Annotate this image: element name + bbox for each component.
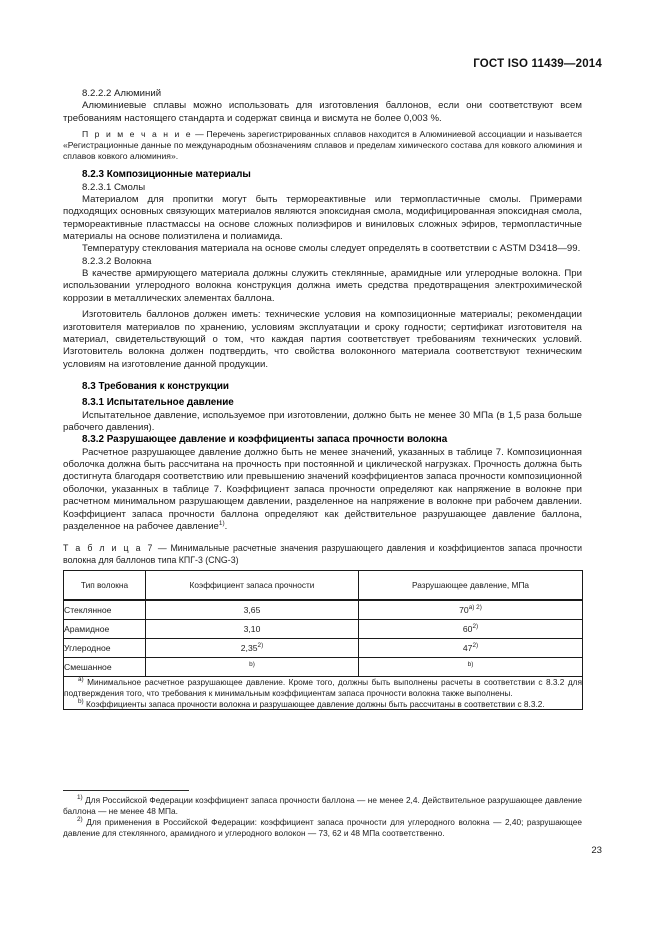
- clause-8-2-2-2-text: Алюминиевые сплавы можно использовать для изготовления баллонов, если они соответствуют всем требованиям настоящего стандарта и содержат свинца и висмута не более 0,003 %.: [63, 100, 582, 124]
- spacer: [63, 533, 582, 543]
- cell-burst-pressure-sup: b): [467, 661, 474, 669]
- cell-burst-pressure-value: 70: [459, 605, 469, 615]
- cell-safety-factor: [146, 620, 359, 639]
- column-header-burst-pressure: Разрушающее давление, МПа: [359, 571, 583, 601]
- cell-safety-factor-value: 3,10: [243, 624, 261, 634]
- cell-burst-pressure: [359, 620, 583, 639]
- clause-8-3-2-text: [63, 447, 582, 533]
- footnote-1: [63, 795, 582, 817]
- cell-fiber-type: Арамидное: [64, 620, 146, 639]
- footnote-2-text: Для применения в Российской Федерации: коэффициент запаса прочности для углеродного волокна — 2,40; разрушающее давление для стеклянного, арамидного и углеродного волокон — 73, 62 и 48 МПа соответственно.: [63, 816, 582, 838]
- table-footnotes: [64, 677, 583, 710]
- cell-safety-factor: [146, 639, 359, 658]
- table-row: [64, 620, 583, 639]
- clause-8-2-3-1-number: 8.2.3.1 Смолы: [82, 181, 146, 193]
- page-footnotes: [63, 790, 582, 839]
- table-footnote-a: [64, 677, 582, 699]
- heading-8-3-2: 8.3.2 Разрушающее давление и коэффициенты запаса прочности волокна: [82, 434, 448, 446]
- table-footnote-b: [64, 699, 582, 710]
- note-text: — Перечень зарегистрированных сплавов находится в Алюминиевой ассоциации и называется «Регистрационные данные по международным обозначениям сплавов и пределам химического состава для ковкого алюминия и сплавов ковкого алюминия».: [63, 129, 582, 162]
- cell-burst-pressure-sup: a) 2): [468, 604, 482, 612]
- spacer: [63, 371, 582, 381]
- cell-safety-factor-sup: b): [249, 661, 255, 669]
- cell-fiber-type: Углеродное: [64, 639, 146, 658]
- cell-burst-pressure-value: 47: [462, 643, 473, 653]
- heading-8-3: 8.3 Требования к конструкции: [82, 380, 229, 392]
- cell-safety-factor: [146, 658, 359, 677]
- cell-burst-pressure: [359, 639, 583, 658]
- document-body: [63, 88, 582, 710]
- clause-8-3-2-text-main: Расчетное разрушающее давление должно быть не менее значений, указанных в таблице 7. Композиционная оболочка должна быть рассчитана на прочность при постоянной и циклической нагрузках. Прочность должна быть достигнута благодаря соответствию или превышению значений коэффициентов запаса прочности композиционной оболочки, указанных в таблице 7. Коэффициент запаса прочности определяют как напряжение в волокне при расчетном минимальном разрушающем давлении, разделенное на напряжение в волокне при рабочем давлении. Коэффициент запаса прочности баллона определяют как действительное разрушающее давление баллона, разделенное на рабочее давление: [63, 446, 582, 532]
- note-label: П р и м е ч а н и е: [82, 129, 193, 140]
- cell-burst-pressure-sup: 2): [472, 642, 479, 650]
- page-number: 23: [591, 845, 602, 856]
- cell-burst-pressure-sup: 2): [472, 623, 479, 631]
- table-caption-label: Т а б л и ц а 7: [63, 543, 154, 554]
- cell-safety-factor: [146, 600, 359, 620]
- clause-8-2-3-2-number: 8.2.3.2 Волокна: [82, 255, 152, 267]
- cell-fiber-type: Стеклянное: [64, 600, 146, 620]
- clause-8-3-2-text-end: .: [224, 520, 228, 532]
- note-paragraph: [63, 129, 582, 162]
- table-caption-text: — Минимальные расчетные значения разрушающего давления и коэффициентов запаса прочности волокна для баллонов типа КПГ-3 (CNG-3): [63, 543, 583, 565]
- clause-8-2-3-2-text: В качестве армирующего материала должны служить стеклянные, арамидные или углеродные волокна. При использовании углеродного волокна конструкция должна иметь средства предотвращения электрохимической коррозии в металлических элементах баллона.: [63, 268, 582, 304]
- table-footnotes-row: [64, 677, 583, 710]
- table-footnote-a-text: Минимальное расчетное разрушающее давление. Кроме того, должны быть выполнены расчеты в соответствии с 8.3.2 для подтверждения того, что требования к минимальным коэффициентам запаса прочности волокна также выполнены.: [64, 677, 582, 698]
- table-row: [64, 639, 583, 658]
- cell-safety-factor-value: 3,65: [243, 605, 261, 615]
- clause-8-2-3-1-text-2: Температуру стеклования материала на основе смолы следует определять в соответствии с ASTM D3418—99.: [82, 243, 581, 255]
- heading-8-2-3: 8.2.3 Композиционные материалы: [82, 169, 251, 181]
- table-row: [64, 658, 583, 677]
- cell-burst-pressure-value: 60: [462, 624, 473, 634]
- cell-fiber-type: Смешанное: [64, 658, 146, 677]
- footnote-2-mark: 2): [77, 816, 83, 824]
- heading-8-3-1: 8.3.1 Испытательное давление: [82, 397, 234, 409]
- clause-8-2-3-1-text: Материалом для пропитки могут быть термореактивные или термопластичные смолы. Примерами подходящих основных связующих материалов являются эпоксидная смола, модифицированная эпоксидная смола, термореактивные пластмассы на основе сложных полиэфиров и виниловых сложных эфиров, термопластичные материалы на основе полиэтилена и полиамида.: [63, 194, 582, 243]
- cell-burst-pressure: [359, 658, 583, 677]
- spacer: [63, 162, 582, 169]
- cell-safety-factor-value: 2,35: [240, 643, 258, 653]
- footnote-2: [63, 817, 582, 839]
- column-header-fiber-type: Тип волокна: [64, 571, 146, 601]
- clause-8-3-1-text: Испытательное давление, используемое при изготовлении, должно быть не менее 30 МПа (в 1,5 раза больше рабочего давления).: [63, 409, 582, 434]
- table-row: [64, 600, 583, 620]
- table-7: [63, 570, 583, 710]
- clause-8-2-3-2-text-2: Изготовитель баллонов должен иметь: технические условия на композиционные материалы; рекомендации изготовителя материалов по хранению, условиям эксплуатации и сроку годности; сертификат изготовителя на материал, свидетельствующий о том, что каждая партия соответствует требованиям технических условий. Изготовитель волокна должен подтвердить, что свойства волоконного материала соответствуют техническим условиям на изготовление данной продукции.: [63, 309, 582, 370]
- page-header: ГОСТ ISO 11439—2014: [473, 58, 602, 70]
- footnote-1-text: Для Российской Федерации коэффициент запаса прочности баллона — не менее 2,4. Действительное разрушающее давление баллона — не менее 48 МПа.: [63, 795, 582, 816]
- footnote-separator-rule: [63, 790, 189, 791]
- cell-safety-factor-sup: 2): [257, 642, 264, 650]
- table-footnote-b-mark: b): [78, 697, 84, 705]
- footnote-ref-1: 1): [218, 519, 225, 527]
- table-header-row: [64, 571, 583, 601]
- table-footnote-b-text: Коэффициенты запаса прочности волокна и разрушающее давление должны быть рассчитаны в соответствии с 8.3.2.: [83, 698, 545, 709]
- clause-8-2-2-2-number: 8.2.2.2 Алюминий: [82, 88, 162, 99]
- cell-burst-pressure: [359, 600, 583, 620]
- table-footnote-a-mark: a): [78, 676, 84, 684]
- column-header-safety-factor: Коэффициент запаса прочности: [146, 571, 359, 601]
- table-caption: [63, 543, 582, 566]
- footnote-1-mark: 1): [77, 794, 83, 802]
